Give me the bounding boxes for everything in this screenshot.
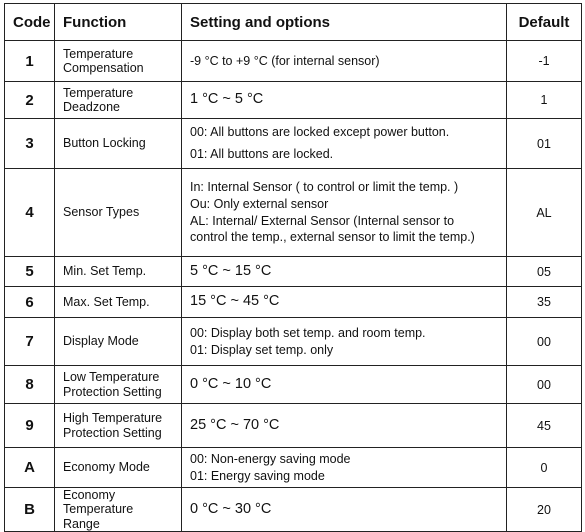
setting-text: 00: All buttons are locked except power button. <box>190 125 450 140</box>
settings-table <box>4 3 582 532</box>
code-cell: 7 <box>5 318 55 366</box>
function-text: Deadzone <box>63 100 120 114</box>
function-text: High Temperature <box>63 411 163 426</box>
setting-text: In: Internal Sensor ( to control or limit the temp. ) <box>190 179 459 194</box>
setting-cell <box>182 287 507 318</box>
default-cell: 01 <box>507 119 582 169</box>
function-text: Temperature <box>63 85 134 100</box>
table-row <box>5 448 582 488</box>
table-row <box>5 287 582 318</box>
header-row <box>5 4 582 41</box>
setting-text: 01: All buttons are locked. <box>190 147 334 161</box>
function-text: Min. Set Temp. <box>63 264 147 279</box>
header-setting: Setting and options <box>182 4 507 41</box>
function-text: Economy Mode <box>63 460 150 475</box>
setting-cell <box>182 82 507 119</box>
table-row <box>5 169 582 257</box>
default-cell: AL <box>507 169 582 257</box>
function-text: Temperature <box>63 46 134 61</box>
default-cell: 20 <box>507 488 582 532</box>
code-cell: B <box>5 488 55 532</box>
header-default: Default <box>507 4 582 41</box>
setting-text: -9 °C to +9 °C (for internal sensor) <box>190 53 380 68</box>
table-row <box>5 318 582 366</box>
setting-text: 0 °C ~ 30 °C <box>190 500 272 517</box>
setting-cell <box>182 488 507 532</box>
function-text: Sensor Types <box>63 205 140 220</box>
setting-cell <box>182 257 507 287</box>
setting-cell <box>182 448 507 488</box>
function-cell <box>55 82 182 119</box>
default-cell: 35 <box>507 287 582 318</box>
setting-cell <box>182 41 507 82</box>
code-cell: 3 <box>5 119 55 169</box>
function-cell <box>55 448 182 488</box>
setting-text: 00: Non-energy saving mode <box>190 451 351 466</box>
function-text: Button Locking <box>63 136 146 151</box>
default-cell: 00 <box>507 318 582 366</box>
code-cell: 5 <box>5 257 55 287</box>
table-row <box>5 488 582 532</box>
header-function: Function <box>55 4 182 41</box>
default-cell: 05 <box>507 257 582 287</box>
function-cell <box>55 257 182 287</box>
code-cell: 9 <box>5 404 55 448</box>
default-cell: 1 <box>507 82 582 119</box>
function-cell <box>55 169 182 257</box>
setting-text: 5 °C ~ 15 °C <box>190 262 272 279</box>
function-cell <box>55 41 182 82</box>
setting-cell <box>182 366 507 404</box>
default-cell: -1 <box>507 41 582 82</box>
setting-text: Ou: Only external sensor <box>190 196 329 211</box>
header-code: Code <box>5 4 55 41</box>
function-cell <box>55 287 182 318</box>
setting-text: 00: Display both set temp. and room temp. <box>190 325 426 340</box>
code-cell: 6 <box>5 287 55 318</box>
function-text: Protection Setting <box>63 384 162 399</box>
function-text: Temperature Range <box>63 502 134 531</box>
function-cell <box>55 366 182 404</box>
table-row <box>5 82 582 119</box>
table-row <box>5 119 582 169</box>
table-row <box>5 257 582 287</box>
code-cell: 4 <box>5 169 55 257</box>
setting-cell <box>182 318 507 366</box>
code-cell: 2 <box>5 82 55 119</box>
setting-text: 01: Energy saving mode <box>190 468 325 483</box>
setting-text: control the temp., external sensor to limit the temp.) <box>190 230 475 245</box>
code-cell: 1 <box>5 41 55 82</box>
function-cell <box>55 488 182 532</box>
setting-cell <box>182 169 507 257</box>
setting-text: AL: Internal/ External Sensor (Internal sensor to <box>190 213 455 228</box>
setting-cell <box>182 119 507 169</box>
table-row <box>5 41 582 82</box>
setting-text: 15 °C ~ 45 °C <box>190 293 280 310</box>
table-row <box>5 404 582 448</box>
function-text: Display Mode <box>63 334 139 349</box>
code-cell: 8 <box>5 366 55 404</box>
function-text: Compensation <box>63 61 144 75</box>
function-text: Max. Set Temp. <box>63 294 150 309</box>
code-cell: A <box>5 448 55 488</box>
setting-text: 25 °C ~ 70 °C <box>190 416 280 433</box>
default-cell: 00 <box>507 366 582 404</box>
default-cell: 45 <box>507 404 582 448</box>
setting-text: 1 °C ~ 5 °C <box>190 91 264 108</box>
function-cell <box>55 404 182 448</box>
function-text: Economy <box>63 488 116 502</box>
setting-text: 01: Display set temp. only <box>190 342 334 357</box>
setting-text: 0 °C ~ 10 °C <box>190 375 272 392</box>
table-row <box>5 366 582 404</box>
default-cell: 0 <box>507 448 582 488</box>
function-cell <box>55 119 182 169</box>
setting-cell <box>182 404 507 448</box>
function-cell <box>55 318 182 366</box>
function-text: Protection Setting <box>63 425 162 440</box>
function-text: Low Temperature <box>63 370 160 385</box>
